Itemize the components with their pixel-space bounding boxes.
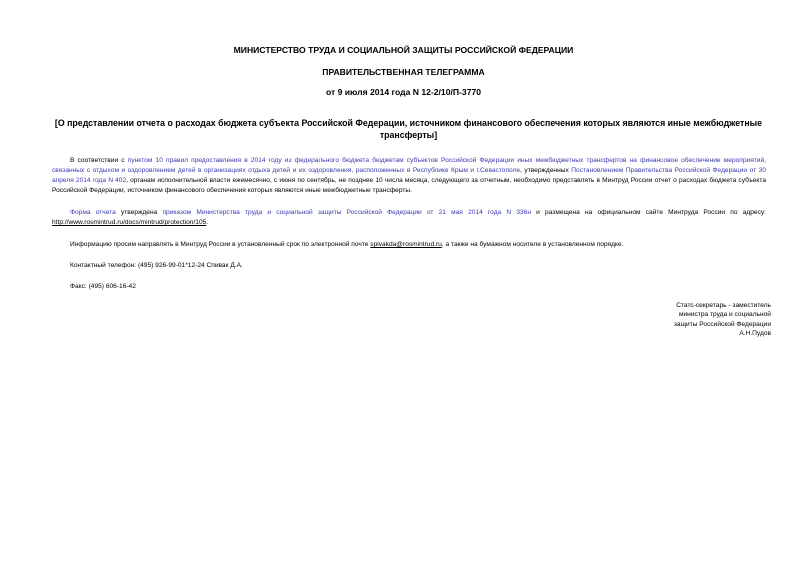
p3-text-2: , а также на бумажном носителе в установленном порядке. [441,241,624,248]
p2-text-2: и размещена на официальном сайте Минтруда России по адресу: [530,209,766,216]
report-form-link[interactable]: Форма отчета [70,209,116,216]
paragraph-3 [52,240,766,250]
contact-phone: Контактный телефон: (495) 926-99-01*12-24 Спивак Д.А. [70,262,243,269]
p1-text-1: В соответствии с [70,157,128,164]
ministry-title: МИНИСТЕРСТВО ТРУДА И СОЦИАЛЬНОЙ ЗАЩИТЫ РОССИЙСКОЙ ФЕДЕРАЦИИ [233,45,574,55]
email-link[interactable]: spivakda@rosmintrud.ru [370,241,442,248]
signature-line-1: Статс-секретарь - заместитель [676,302,771,309]
order-link[interactable]: приказом Министерства труда и социальной защиты Российской Федерации от 21 мая 2014 года N 336н [162,209,531,216]
paragraph-2 [52,208,766,228]
p1-text-2: , утвержденных [520,167,572,174]
p2-text-3: . [206,219,209,226]
document-type: ПРАВИТЕЛЬСТВЕННАЯ ТЕЛЕГРАММА [322,67,485,77]
website-url-link[interactable]: http://www.rosmintrud.ru/docs/mintrud/protection/105 [52,219,207,226]
rules-link[interactable]: пунктом 10 правил предоставления в 2014 году из федерального бюджета бюджетам субъектов Российской Федерации иных межбюджетных трансфертов на финансовое обеспечение мероприятий, связанных с отдыхом и оздоровлением детей в организациях отдыха детей и их оздоровления, расположенных в Республике Крым и г.Севастополе [52,157,766,174]
paragraph-1 [52,156,766,196]
fax: Факс: (495) 606-16-42 [70,283,136,290]
signature-line-3: защиты Российской Федерации [673,320,771,328]
p2-text-1: утверждена [115,209,163,216]
signature-line-2: министра труда и социальной [678,311,771,319]
resolution-link[interactable]: Постановлением Правительства Российской Федерации от 30 апреля 2014 года N 402 [52,167,766,184]
signature-block [621,301,771,338]
signature-name: А.Н.Пудов [739,329,771,337]
document-subject: [О представлении отчета о расходах бюджета субъекта Российской Федерации, источником финансового обеспечения которых являются иные межбюджетные трансферты] [54,118,763,140]
p1-text-3: , органам исполнительной власти ежемесячно, с июня по сентябрь, не позднее 10 числа месяца, следующего за отчетным, необходимо представлять в Минтруд России отчет о расходах бюджета субъекта Российской Федерации, источником финансового обеспечения которых являются иные межбюджетные трансферты. [52,177,766,194]
p3-text-1: Информацию просим направлять в Минтруд России в установленный срок по электронной почте [70,241,371,248]
document-date-number: от 9 июля 2014 года N 12-2/10/П-3770 [325,87,482,97]
